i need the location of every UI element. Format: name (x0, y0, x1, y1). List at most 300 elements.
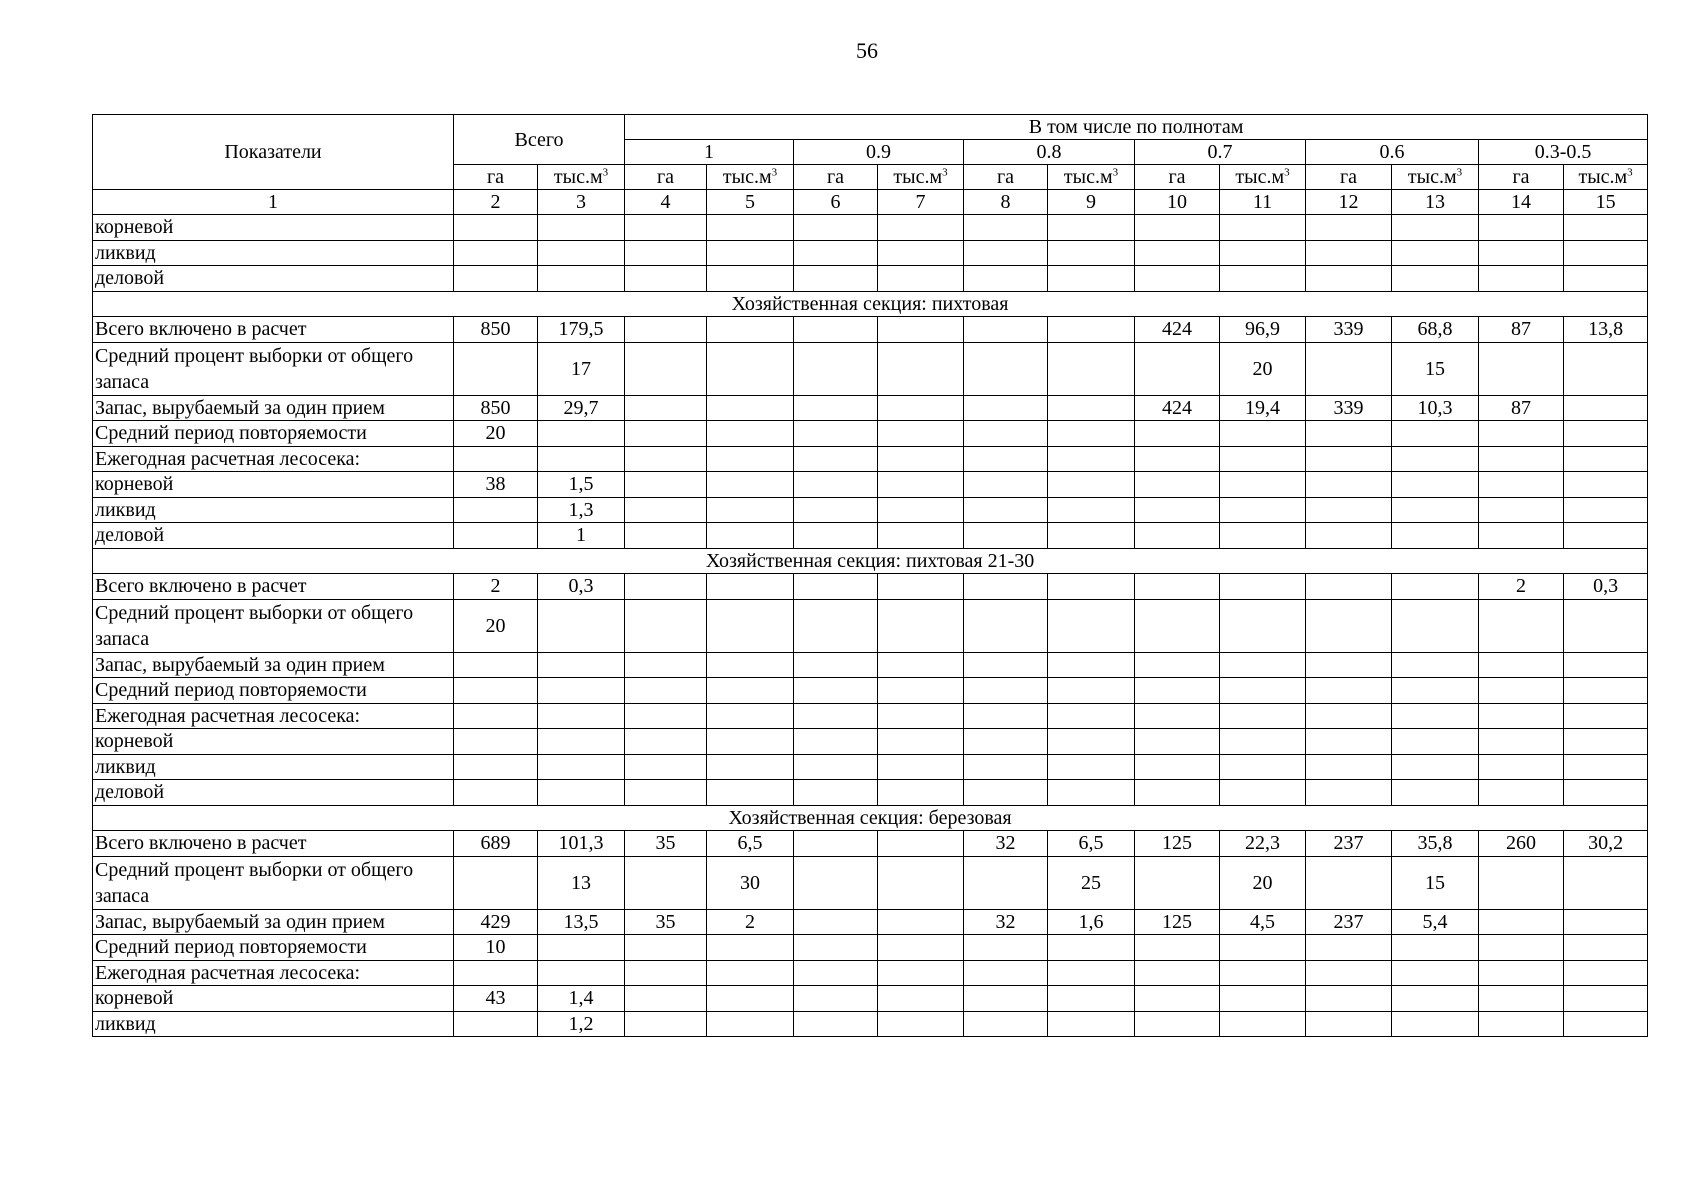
table-cell (1479, 342, 1564, 395)
table-cell (1479, 856, 1564, 909)
table-cell (964, 960, 1048, 986)
forest-table (92, 114, 1648, 1037)
row-label: Запас, вырубаемый за один прием (93, 395, 454, 421)
table-cell (1564, 215, 1648, 241)
table-cell: 0,3 (538, 574, 625, 600)
column-number: 14 (1479, 190, 1564, 215)
table-cell: 15 (1392, 342, 1479, 395)
table-cell (1135, 266, 1220, 292)
table-cell (794, 497, 878, 523)
column-number: 5 (707, 190, 794, 215)
row-label: Запас, вырубаемый за один прием (93, 652, 454, 678)
table-cell (1135, 678, 1220, 704)
table-cell (1048, 446, 1135, 472)
column-number: 3 (538, 190, 625, 215)
table-cell (454, 780, 538, 806)
column-number: 10 (1135, 190, 1220, 215)
table-cell (1306, 703, 1392, 729)
table-cell (794, 909, 878, 935)
unit-volume (1220, 165, 1306, 190)
table-cell (878, 935, 964, 961)
row-label: Средний период повторяемости (93, 421, 454, 447)
section-title: Хозяйственная секция: пихтовая 21-30 (93, 548, 1648, 574)
table-cell: 20 (1220, 856, 1306, 909)
table-row (93, 831, 1648, 857)
table-cell (1564, 960, 1648, 986)
table-cell (964, 935, 1048, 961)
table-row (93, 523, 1648, 549)
table-cell (1048, 421, 1135, 447)
table-cell (1479, 523, 1564, 549)
section-row (93, 548, 1648, 574)
table-cell: 13,5 (538, 909, 625, 935)
table-cell (878, 497, 964, 523)
table-cell (454, 342, 538, 395)
table-cell (1564, 395, 1648, 421)
table-cell (625, 574, 707, 600)
table-cell: 87 (1479, 395, 1564, 421)
table-cell (878, 215, 964, 241)
table-cell (1392, 678, 1479, 704)
table-cell (454, 266, 538, 292)
table-cell (625, 960, 707, 986)
table-cell (707, 240, 794, 266)
unit-volume-exponent: 3 (1456, 166, 1463, 179)
table-cell (964, 317, 1048, 343)
table-cell (1564, 497, 1648, 523)
table-cell: 20 (1220, 342, 1306, 395)
table-cell: 125 (1135, 909, 1220, 935)
row-label: Запас, вырубаемый за один прием (93, 909, 454, 935)
table-cell (964, 678, 1048, 704)
table-cell (1135, 780, 1220, 806)
table-cell (964, 986, 1048, 1012)
table-cell (794, 960, 878, 986)
table-cell (454, 703, 538, 729)
table-cell: 424 (1135, 317, 1220, 343)
table-cell (1048, 497, 1135, 523)
table-cell: 1,4 (538, 986, 625, 1012)
table-row (93, 395, 1648, 421)
table-cell (1479, 754, 1564, 780)
table-cell (1392, 266, 1479, 292)
table-cell (1306, 446, 1392, 472)
column-number: 4 (625, 190, 707, 215)
table-cell (707, 986, 794, 1012)
section-row (93, 805, 1648, 831)
table-cell: 339 (1306, 395, 1392, 421)
table-cell (1564, 729, 1648, 755)
table-cell (625, 856, 707, 909)
table-cell (1220, 472, 1306, 498)
table-cell: 689 (454, 831, 538, 857)
table-cell: 2 (1479, 574, 1564, 600)
table-cell (625, 446, 707, 472)
table-cell (1048, 472, 1135, 498)
table-cell (794, 266, 878, 292)
table-cell (1479, 703, 1564, 729)
table-cell: 429 (454, 909, 538, 935)
table-cell (964, 729, 1048, 755)
table-cell (878, 856, 964, 909)
table-cell (1564, 1011, 1648, 1037)
table-cell (964, 446, 1048, 472)
table-cell (1306, 1011, 1392, 1037)
table-cell (1306, 266, 1392, 292)
table-cell (454, 960, 538, 986)
table-cell (1048, 960, 1135, 986)
table-cell (964, 856, 1048, 909)
table-cell (1048, 729, 1135, 755)
table-cell: 22,3 (1220, 831, 1306, 857)
unit-volume (707, 165, 794, 190)
table-cell (1306, 652, 1392, 678)
table-cell (1479, 421, 1564, 447)
column-number: 12 (1306, 190, 1392, 215)
row-label: корневой (93, 215, 454, 241)
column-number: 9 (1048, 190, 1135, 215)
header-by-density: В том числе по полнотам (625, 115, 1648, 140)
table-cell (625, 1011, 707, 1037)
table-cell (794, 599, 878, 652)
table-cell (794, 574, 878, 600)
table-cell (625, 599, 707, 652)
table-row (93, 960, 1648, 986)
table-cell (707, 754, 794, 780)
unit-ha: га (454, 165, 538, 190)
table-cell (964, 472, 1048, 498)
table-cell (538, 960, 625, 986)
unit-volume-exponent: 3 (1627, 166, 1633, 179)
column-number: 15 (1564, 190, 1648, 215)
table-cell: 43 (454, 986, 538, 1012)
table-cell: 1,3 (538, 497, 625, 523)
table-cell: 1,5 (538, 472, 625, 498)
table-cell (964, 574, 1048, 600)
unit-volume-base: тыс.м (1578, 166, 1628, 188)
table-cell (625, 703, 707, 729)
unit-volume-base: тыс.м (1235, 166, 1285, 188)
row-label: Всего включено в расчет (93, 317, 454, 343)
table-cell: 96,9 (1220, 317, 1306, 343)
column-number: 6 (794, 190, 878, 215)
table-cell (1479, 1011, 1564, 1037)
table-cell (1392, 215, 1479, 241)
table-cell (1392, 780, 1479, 806)
table-cell (1392, 240, 1479, 266)
table-cell: 17 (538, 342, 625, 395)
table-cell (1135, 856, 1220, 909)
table-cell (1392, 599, 1479, 652)
table-cell (454, 1011, 538, 1037)
table-cell (1306, 780, 1392, 806)
table-cell (1392, 574, 1479, 600)
table-cell (1479, 215, 1564, 241)
table-cell (1564, 678, 1648, 704)
table-cell (1048, 678, 1135, 704)
table-cell: 68,8 (1392, 317, 1479, 343)
table-cell (707, 574, 794, 600)
table-row (93, 574, 1648, 600)
column-number: 13 (1392, 190, 1479, 215)
table-cell: 30 (707, 856, 794, 909)
table-cell (1135, 599, 1220, 652)
unit-ha: га (794, 165, 878, 190)
table-row (93, 421, 1648, 447)
table-cell (878, 960, 964, 986)
table-cell (1306, 574, 1392, 600)
table-cell: 35 (625, 909, 707, 935)
header-density: 0.3-0.5 (1479, 140, 1648, 165)
table-cell (1220, 935, 1306, 961)
table-cell: 237 (1306, 909, 1392, 935)
table-cell (1048, 395, 1135, 421)
row-label: деловой (93, 780, 454, 806)
table-cell (1392, 446, 1479, 472)
row-label: Ежегодная расчетная лесосека: (93, 703, 454, 729)
row-label: деловой (93, 266, 454, 292)
table-row (93, 729, 1648, 755)
table-cell (878, 678, 964, 704)
table-cell (625, 215, 707, 241)
table-cell (538, 215, 625, 241)
table-cell (1306, 240, 1392, 266)
table-cell (964, 421, 1048, 447)
unit-volume (538, 165, 625, 190)
unit-ha: га (964, 165, 1048, 190)
table-cell: 30,2 (1564, 831, 1648, 857)
header-total: Всего (454, 115, 625, 165)
table-cell (964, 266, 1048, 292)
table-cell: 19,4 (1220, 395, 1306, 421)
table-row (93, 1011, 1648, 1037)
table-cell (1564, 266, 1648, 292)
table-cell: 32 (964, 831, 1048, 857)
unit-volume-exponent: 3 (602, 166, 609, 179)
table-cell (538, 652, 625, 678)
table-cell (707, 729, 794, 755)
table-cell (538, 754, 625, 780)
table-cell (625, 986, 707, 1012)
table-cell (794, 421, 878, 447)
unit-ha: га (1306, 165, 1392, 190)
table-cell (1479, 780, 1564, 806)
table-cell: 850 (454, 395, 538, 421)
row-label: корневой (93, 472, 454, 498)
table-cell (1220, 678, 1306, 704)
table-cell (964, 215, 1048, 241)
table-cell (707, 472, 794, 498)
table-cell (625, 935, 707, 961)
column-number: 2 (454, 190, 538, 215)
table-cell (1564, 935, 1648, 961)
unit-volume-base: тыс.м (722, 166, 772, 188)
table-cell (1392, 497, 1479, 523)
table-cell (964, 497, 1048, 523)
unit-volume-exponent: 3 (1112, 166, 1119, 179)
table-cell (1135, 652, 1220, 678)
table-cell (794, 215, 878, 241)
table-cell (538, 678, 625, 704)
table-cell (1306, 215, 1392, 241)
table-cell (964, 703, 1048, 729)
table-cell (707, 215, 794, 241)
table-cell (454, 215, 538, 241)
table-cell (794, 523, 878, 549)
table-cell (707, 678, 794, 704)
table-cell (794, 317, 878, 343)
section-row (93, 291, 1648, 317)
table-cell (707, 317, 794, 343)
unit-volume-exponent: 3 (942, 166, 948, 179)
table-cell (1048, 574, 1135, 600)
table-cell (878, 240, 964, 266)
unit-volume-base: тыс.м (1407, 166, 1457, 188)
header-density: 1 (625, 140, 794, 165)
table-row (93, 446, 1648, 472)
table-cell (1135, 240, 1220, 266)
table-cell (1135, 342, 1220, 395)
header-density: 0.9 (794, 140, 964, 165)
unit-volume-exponent: 3 (771, 166, 778, 179)
table-cell (1564, 986, 1648, 1012)
table-cell (1220, 523, 1306, 549)
table-cell (625, 780, 707, 806)
table-cell: 424 (1135, 395, 1220, 421)
table-cell (878, 317, 964, 343)
table-cell (454, 240, 538, 266)
table-cell (1392, 1011, 1479, 1037)
table-cell: 260 (1479, 831, 1564, 857)
table-cell (1135, 421, 1220, 447)
table-body (93, 115, 1648, 1037)
table-cell: 1,6 (1048, 909, 1135, 935)
table-cell: 2 (454, 574, 538, 600)
table-cell (1479, 240, 1564, 266)
row-label: Средний процент выборки от общего запаса (93, 342, 454, 395)
table-cell: 35 (625, 831, 707, 857)
table-cell (1392, 472, 1479, 498)
table-row (93, 678, 1648, 704)
table-cell (1479, 986, 1564, 1012)
table-cell (1135, 935, 1220, 961)
table-cell (454, 856, 538, 909)
table-cell (625, 754, 707, 780)
table-cell (707, 421, 794, 447)
page-number: 56 (856, 38, 878, 63)
table-cell (878, 780, 964, 806)
table-cell (1564, 472, 1648, 498)
table-cell (1479, 909, 1564, 935)
table-cell: 20 (454, 421, 538, 447)
table-cell (1392, 754, 1479, 780)
table-cell (1048, 986, 1135, 1012)
table-cell: 25 (1048, 856, 1135, 909)
table-cell (878, 446, 964, 472)
table-cell (794, 1011, 878, 1037)
table-cell (1392, 421, 1479, 447)
table-cell (1306, 599, 1392, 652)
table-cell: 4,5 (1220, 909, 1306, 935)
table-cell (1306, 960, 1392, 986)
table-cell (625, 395, 707, 421)
row-label: Всего включено в расчет (93, 574, 454, 600)
row-label: Ежегодная расчетная лесосека: (93, 446, 454, 472)
table-cell (964, 240, 1048, 266)
table-cell (1048, 240, 1135, 266)
table-cell (1048, 215, 1135, 241)
table-cell (625, 472, 707, 498)
table-cell (1135, 729, 1220, 755)
table-cell (878, 652, 964, 678)
table-cell (1220, 703, 1306, 729)
table-cell: 101,3 (538, 831, 625, 857)
table-cell (454, 678, 538, 704)
table-row (93, 856, 1648, 909)
table-cell (1048, 1011, 1135, 1037)
table-cell (964, 523, 1048, 549)
table-cell: 1,2 (538, 1011, 625, 1037)
table-cell (454, 729, 538, 755)
table-cell (1564, 421, 1648, 447)
table-cell (1135, 574, 1220, 600)
table-cell (1048, 935, 1135, 961)
table-cell (454, 652, 538, 678)
table-cell (1306, 523, 1392, 549)
table-cell (1564, 754, 1648, 780)
table-cell (454, 446, 538, 472)
table-cell (1048, 317, 1135, 343)
table-cell (794, 678, 878, 704)
table-cell (1306, 754, 1392, 780)
row-label: ликвид (93, 497, 454, 523)
table-cell (1479, 935, 1564, 961)
table-cell (1479, 678, 1564, 704)
table-cell (794, 703, 878, 729)
table-cell (625, 317, 707, 343)
table-cell (1135, 215, 1220, 241)
table-cell (1306, 935, 1392, 961)
unit-volume (1564, 165, 1648, 190)
table-cell (1048, 523, 1135, 549)
table-cell (1564, 240, 1648, 266)
section-title: Хозяйственная секция: березовая (93, 805, 1648, 831)
table-cell (1306, 497, 1392, 523)
table-row (93, 909, 1648, 935)
table-cell (1479, 729, 1564, 755)
row-label: Всего включено в расчет (93, 831, 454, 857)
table-cell (707, 497, 794, 523)
table-cell (878, 421, 964, 447)
table-cell (1392, 729, 1479, 755)
table-cell (794, 856, 878, 909)
table-cell: 6,5 (1048, 831, 1135, 857)
table-row (93, 935, 1648, 961)
table-cell (1306, 421, 1392, 447)
table-cell (1135, 472, 1220, 498)
table-cell (878, 986, 964, 1012)
table-cell (707, 395, 794, 421)
table-cell (1220, 729, 1306, 755)
table-cell (538, 935, 625, 961)
table-cell: 850 (454, 317, 538, 343)
table-cell: 38 (454, 472, 538, 498)
table-cell (707, 780, 794, 806)
table-cell (794, 729, 878, 755)
table-row (93, 240, 1648, 266)
table-cell (1220, 574, 1306, 600)
table-cell: 125 (1135, 831, 1220, 857)
